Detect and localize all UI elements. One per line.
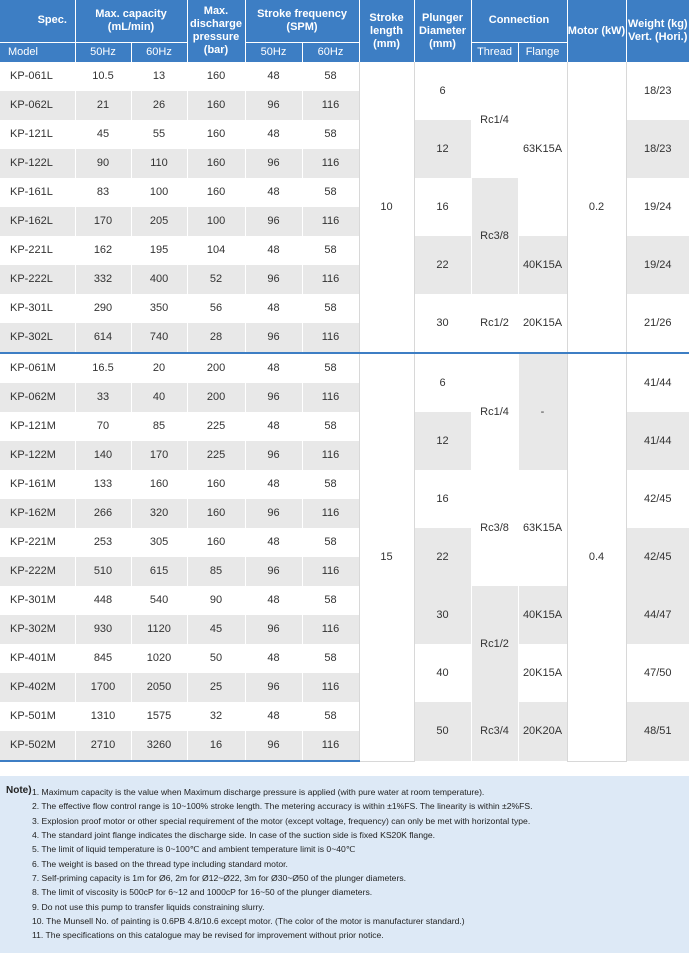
spm-60hz-cell: 58 bbox=[302, 702, 359, 731]
capacity-60hz-cell: 305 bbox=[131, 528, 187, 557]
capacity-60hz-cell: 195 bbox=[131, 236, 187, 265]
plunger-diameter-cell: 16 bbox=[414, 470, 471, 528]
capacity-50hz-cell: 614 bbox=[75, 323, 131, 353]
weight-cell: 19/24 bbox=[626, 236, 689, 294]
capacity-50hz-cell: 33 bbox=[75, 383, 131, 412]
thread-cell: Rc3/4 bbox=[471, 702, 518, 761]
capacity-50hz-cell: 162 bbox=[75, 236, 131, 265]
capacity-50hz-cell: 253 bbox=[75, 528, 131, 557]
spm-60hz-cell: 58 bbox=[302, 412, 359, 441]
spm-50hz-cell: 96 bbox=[245, 91, 302, 120]
spm-60hz-cell: 58 bbox=[302, 120, 359, 149]
capacity-60hz-cell: 100 bbox=[131, 178, 187, 207]
thread-cell: Rc1/4 bbox=[471, 353, 518, 470]
pressure-cell: 160 bbox=[187, 149, 245, 178]
pressure-cell: 85 bbox=[187, 557, 245, 586]
pressure-cell: 104 bbox=[187, 236, 245, 265]
spm-60hz-header: 60Hz bbox=[302, 42, 359, 62]
model-cell: KP-302M bbox=[0, 615, 75, 644]
capacity-60hz-cell: 400 bbox=[131, 265, 187, 294]
plunger-diameter-cell: 22 bbox=[414, 528, 471, 586]
spm-50hz-cell: 48 bbox=[245, 120, 302, 149]
model-cell: KP-222L bbox=[0, 265, 75, 294]
spm-50hz-cell: 96 bbox=[245, 499, 302, 528]
spm-60hz-cell: 58 bbox=[302, 236, 359, 265]
capacity-60hz-cell: 13 bbox=[131, 62, 187, 91]
spm-50hz-cell: 96 bbox=[245, 323, 302, 353]
spm-50hz-cell: 48 bbox=[245, 353, 302, 383]
stroke-length-cell: 15 bbox=[359, 353, 414, 761]
thread-cell: Rc1/2 bbox=[471, 586, 518, 702]
pressure-cell: 25 bbox=[187, 673, 245, 702]
model-cell: KP-162M bbox=[0, 499, 75, 528]
weight-cell: 21/26 bbox=[626, 294, 689, 353]
motor-header: Motor (kW) bbox=[567, 0, 626, 62]
flange-cell: 20K20A bbox=[518, 702, 567, 761]
capacity-60hz-cell: 110 bbox=[131, 149, 187, 178]
thread-cell: Rc1/4 bbox=[471, 62, 518, 178]
spm-50hz-cell: 96 bbox=[245, 265, 302, 294]
spm-50hz-cell: 48 bbox=[245, 62, 302, 91]
capacity-50hz-cell: 930 bbox=[75, 615, 131, 644]
capacity-50hz-cell: 21 bbox=[75, 91, 131, 120]
note-item: 3. Explosion proof motor or other special requirement of the motor (except voltage, frequency) can only be met with horizontal type. bbox=[32, 815, 531, 826]
notes-panel bbox=[0, 776, 689, 953]
spm-50hz-cell: 48 bbox=[245, 470, 302, 499]
capacity-50hz-cell: 45 bbox=[75, 120, 131, 149]
spm-50hz-cell: 96 bbox=[245, 207, 302, 236]
flange-cell: 63K15A bbox=[518, 62, 567, 236]
model-cell: KP-121L bbox=[0, 120, 75, 149]
capacity-50hz-cell: 133 bbox=[75, 470, 131, 499]
capacity-60hz-cell: 3260 bbox=[131, 731, 187, 761]
capacity-60hz-cell: 350 bbox=[131, 294, 187, 323]
spm-60hz-cell: 116 bbox=[302, 383, 359, 412]
pressure-cell: 56 bbox=[187, 294, 245, 323]
note-item: 4. The standard joint flange indicates the discharge side. In case of the suction side is fixed KS20K flange. bbox=[32, 830, 436, 841]
capacity-50hz-cell: 266 bbox=[75, 499, 131, 528]
capacity-60hz-cell: 1120 bbox=[131, 615, 187, 644]
weight-cell: 18/23 bbox=[626, 120, 689, 178]
capacity-50hz-cell: 845 bbox=[75, 644, 131, 673]
model-header: Model bbox=[0, 42, 75, 62]
weight-cell: 47/50 bbox=[626, 644, 689, 702]
plunger-diameter-cell: 50 bbox=[414, 702, 471, 761]
model-cell: KP-301M bbox=[0, 586, 75, 615]
weight-cell: 41/44 bbox=[626, 353, 689, 412]
capacity-50hz-cell: 448 bbox=[75, 586, 131, 615]
spm-60hz-cell: 58 bbox=[302, 528, 359, 557]
model-cell: KP-161L bbox=[0, 178, 75, 207]
flange-cell: 40K15A bbox=[518, 586, 567, 644]
pressure-cell: 32 bbox=[187, 702, 245, 731]
notes-list bbox=[32, 785, 682, 943]
capacity-60hz-cell: 40 bbox=[131, 383, 187, 412]
spm-50hz-cell: 96 bbox=[245, 615, 302, 644]
spm-60hz-cell: 116 bbox=[302, 557, 359, 586]
spec-header: Spec. bbox=[0, 0, 75, 42]
plunger-diameter-cell: 22 bbox=[414, 236, 471, 294]
table-row bbox=[0, 353, 689, 383]
spm-50hz-cell: 96 bbox=[245, 441, 302, 470]
note-item: 2. The effective flow control range is 10~100% stroke length. The metering accuracy is within ±1%FS. The linearity is within ±2%FS. bbox=[32, 801, 533, 812]
spm-60hz-cell: 116 bbox=[302, 149, 359, 178]
model-cell: KP-161M bbox=[0, 470, 75, 499]
spm-50hz-cell: 48 bbox=[245, 702, 302, 731]
motor-cell: 0.2 bbox=[567, 62, 626, 353]
pressure-cell: 160 bbox=[187, 499, 245, 528]
capacity-60hz-cell: 2050 bbox=[131, 673, 187, 702]
capacity-60hz-cell: 160 bbox=[131, 470, 187, 499]
spm-50hz-cell: 96 bbox=[245, 383, 302, 412]
motor-cell: 0.4 bbox=[567, 353, 626, 761]
note-item: 11. The specifications on this catalogue may be revised for improvement without prior notice. bbox=[32, 930, 384, 941]
plunger-diameter-cell: 40 bbox=[414, 644, 471, 702]
model-cell: KP-222M bbox=[0, 557, 75, 586]
pressure-cell: 50 bbox=[187, 644, 245, 673]
pressure-cell: 16 bbox=[187, 731, 245, 761]
capacity-50hz-cell: 90 bbox=[75, 149, 131, 178]
plunger-diameter-cell: 12 bbox=[414, 120, 471, 178]
thread-cell: Rc3/8 bbox=[471, 178, 518, 294]
capacity-60hz-cell: 1575 bbox=[131, 702, 187, 731]
model-cell: KP-061M bbox=[0, 353, 75, 383]
model-cell: KP-502M bbox=[0, 731, 75, 761]
weight-cell: 44/47 bbox=[626, 586, 689, 644]
model-cell: KP-122L bbox=[0, 149, 75, 178]
capacity-50hz-cell: 1700 bbox=[75, 673, 131, 702]
model-cell: KP-401M bbox=[0, 644, 75, 673]
capacity-60hz-cell: 740 bbox=[131, 323, 187, 353]
spm-50hz-cell: 48 bbox=[245, 178, 302, 207]
pressure-cell: 160 bbox=[187, 120, 245, 149]
capacity-50hz-cell: 1310 bbox=[75, 702, 131, 731]
flange-header: Flange bbox=[518, 42, 567, 62]
spm-50hz-cell: 48 bbox=[245, 412, 302, 441]
thread-header: Thread bbox=[471, 42, 518, 62]
pressure-cell: 28 bbox=[187, 323, 245, 353]
spm-60hz-cell: 116 bbox=[302, 323, 359, 353]
spm-50hz-cell: 48 bbox=[245, 644, 302, 673]
spm-60hz-cell: 116 bbox=[302, 499, 359, 528]
spm-50hz-cell: 48 bbox=[245, 294, 302, 323]
capacity-50hz-cell: 290 bbox=[75, 294, 131, 323]
plunger-diameter-cell: 30 bbox=[414, 586, 471, 644]
pressure-cell: 45 bbox=[187, 615, 245, 644]
spm-60hz-cell: 116 bbox=[302, 673, 359, 702]
weight-cell: 48/51 bbox=[626, 702, 689, 761]
capacity-60hz-cell: 320 bbox=[131, 499, 187, 528]
spm-50hz-cell: 96 bbox=[245, 673, 302, 702]
capacity-60hz-cell: 205 bbox=[131, 207, 187, 236]
pressure-cell: 100 bbox=[187, 207, 245, 236]
pressure-cell: 160 bbox=[187, 178, 245, 207]
pressure-cell: 90 bbox=[187, 586, 245, 615]
pressure-cell: 160 bbox=[187, 470, 245, 499]
note-item: 10. The Munsell No. of painting is 0.6PB 4.8/10.6 except motor. (The color of the motor is manufacturer standard.) bbox=[32, 916, 465, 927]
capacity-60hz-cell: 26 bbox=[131, 91, 187, 120]
model-cell: KP-121M bbox=[0, 412, 75, 441]
spm-60hz-cell: 116 bbox=[302, 91, 359, 120]
capacity-50hz-cell: 2710 bbox=[75, 731, 131, 761]
spm-50hz-cell: 48 bbox=[245, 586, 302, 615]
model-cell: KP-402M bbox=[0, 673, 75, 702]
pressure-cell: 225 bbox=[187, 412, 245, 441]
note-item: 8. The limit of viscosity is 500cP for 6~12 and 1000cP for 16~50 of the plunger diameters. bbox=[32, 887, 373, 898]
capacity-60hz-header: 60Hz bbox=[131, 42, 187, 62]
connection-header: Connection bbox=[471, 0, 567, 42]
spm-50hz-cell: 96 bbox=[245, 731, 302, 761]
model-cell: KP-221L bbox=[0, 236, 75, 265]
weight-cell: 42/45 bbox=[626, 528, 689, 586]
capacity-50hz-cell: 140 bbox=[75, 441, 131, 470]
spm-60hz-cell: 116 bbox=[302, 207, 359, 236]
flange-cell: 63K15A bbox=[518, 470, 567, 586]
max-capacity-header: Max. capacity (mL/min) bbox=[75, 0, 187, 42]
spm-50hz-cell: 96 bbox=[245, 149, 302, 178]
pressure-cell: 160 bbox=[187, 91, 245, 120]
weight-cell: 42/45 bbox=[626, 470, 689, 528]
pressure-cell: 225 bbox=[187, 441, 245, 470]
spm-50hz-header: 50Hz bbox=[245, 42, 302, 62]
capacity-50hz-header: 50Hz bbox=[75, 42, 131, 62]
model-cell: KP-301L bbox=[0, 294, 75, 323]
capacity-60hz-cell: 170 bbox=[131, 441, 187, 470]
weight-cell: 18/23 bbox=[626, 62, 689, 120]
plunger-diameter-cell: 6 bbox=[414, 353, 471, 412]
thread-cell: Rc1/2 bbox=[471, 294, 518, 353]
note-item: 5. The limit of liquid temperature is 0~100℃ and ambient temperature limit is 0~40℃ bbox=[32, 844, 356, 855]
plunger-diameter-cell: 16 bbox=[414, 178, 471, 236]
flange-cell: - bbox=[518, 353, 567, 470]
capacity-50hz-cell: 70 bbox=[75, 412, 131, 441]
capacity-60hz-cell: 20 bbox=[131, 353, 187, 383]
model-cell: KP-062L bbox=[0, 91, 75, 120]
spm-60hz-cell: 58 bbox=[302, 178, 359, 207]
spm-50hz-cell: 48 bbox=[245, 236, 302, 265]
capacity-60hz-cell: 55 bbox=[131, 120, 187, 149]
capacity-50hz-cell: 10.5 bbox=[75, 62, 131, 91]
capacity-50hz-cell: 83 bbox=[75, 178, 131, 207]
spm-60hz-cell: 116 bbox=[302, 615, 359, 644]
plunger-diameter-header: Plunger Diameter (mm) bbox=[414, 0, 471, 62]
stroke-frequency-header: Stroke frequency (SPM) bbox=[245, 0, 359, 42]
spm-60hz-cell: 58 bbox=[302, 62, 359, 91]
weight-header: Weight (kg) Vert. (Hori.) bbox=[626, 0, 689, 62]
spm-60hz-cell: 58 bbox=[302, 644, 359, 673]
capacity-60hz-cell: 1020 bbox=[131, 644, 187, 673]
capacity-60hz-cell: 615 bbox=[131, 557, 187, 586]
capacity-50hz-cell: 170 bbox=[75, 207, 131, 236]
plunger-diameter-cell: 6 bbox=[414, 62, 471, 120]
table-row bbox=[0, 62, 689, 91]
spm-60hz-cell: 58 bbox=[302, 294, 359, 323]
plunger-diameter-cell: 12 bbox=[414, 412, 471, 470]
max-discharge-pressure-header: Max. discharge pressure (bar) bbox=[187, 0, 245, 62]
pressure-cell: 160 bbox=[187, 62, 245, 91]
spm-60hz-cell: 58 bbox=[302, 586, 359, 615]
capacity-60hz-cell: 85 bbox=[131, 412, 187, 441]
model-cell: KP-162L bbox=[0, 207, 75, 236]
model-cell: KP-061L bbox=[0, 62, 75, 91]
note-item: 6. The weight is based on the thread type including standard motor. bbox=[32, 858, 288, 869]
model-cell: KP-302L bbox=[0, 323, 75, 353]
flange-cell: 40K15A bbox=[518, 236, 567, 294]
stroke-length-cell: 10 bbox=[359, 62, 414, 353]
note-item: 9. Do not use this pump to transfer liquids constraining slurry. bbox=[32, 901, 265, 912]
weight-cell: 41/44 bbox=[626, 412, 689, 470]
notes-label: Note) bbox=[6, 785, 32, 796]
model-cell: KP-221M bbox=[0, 528, 75, 557]
plunger-diameter-cell: 30 bbox=[414, 294, 471, 353]
spm-60hz-cell: 116 bbox=[302, 731, 359, 761]
spm-60hz-cell: 58 bbox=[302, 470, 359, 499]
model-cell: KP-501M bbox=[0, 702, 75, 731]
spm-60hz-cell: 116 bbox=[302, 441, 359, 470]
note-item: 7. Self-priming capacity is 1m for Ø6, 2m for Ø12~Ø22, 3m for Ø30~Ø50 of the plunger diameters. bbox=[32, 873, 407, 884]
spm-50hz-cell: 96 bbox=[245, 557, 302, 586]
thread-cell: Rc3/8 bbox=[471, 470, 518, 586]
note-item: 1. Maximum capacity is the value when Maximum discharge pressure is applied (with pure water at room temperature). bbox=[32, 787, 485, 797]
model-cell: KP-122M bbox=[0, 441, 75, 470]
stroke-length-header: Stroke length (mm) bbox=[359, 0, 414, 62]
spm-50hz-cell: 48 bbox=[245, 528, 302, 557]
capacity-50hz-cell: 332 bbox=[75, 265, 131, 294]
weight-cell: 19/24 bbox=[626, 178, 689, 236]
pressure-cell: 200 bbox=[187, 383, 245, 412]
spm-60hz-cell: 116 bbox=[302, 265, 359, 294]
flange-cell: 20K15A bbox=[518, 294, 567, 353]
capacity-50hz-cell: 510 bbox=[75, 557, 131, 586]
capacity-60hz-cell: 540 bbox=[131, 586, 187, 615]
pressure-cell: 200 bbox=[187, 353, 245, 383]
model-cell: KP-062M bbox=[0, 383, 75, 412]
flange-cell: 20K15A bbox=[518, 644, 567, 702]
capacity-50hz-cell: 16.5 bbox=[75, 353, 131, 383]
pressure-cell: 160 bbox=[187, 528, 245, 557]
pressure-cell: 52 bbox=[187, 265, 245, 294]
spm-60hz-cell: 58 bbox=[302, 353, 359, 383]
